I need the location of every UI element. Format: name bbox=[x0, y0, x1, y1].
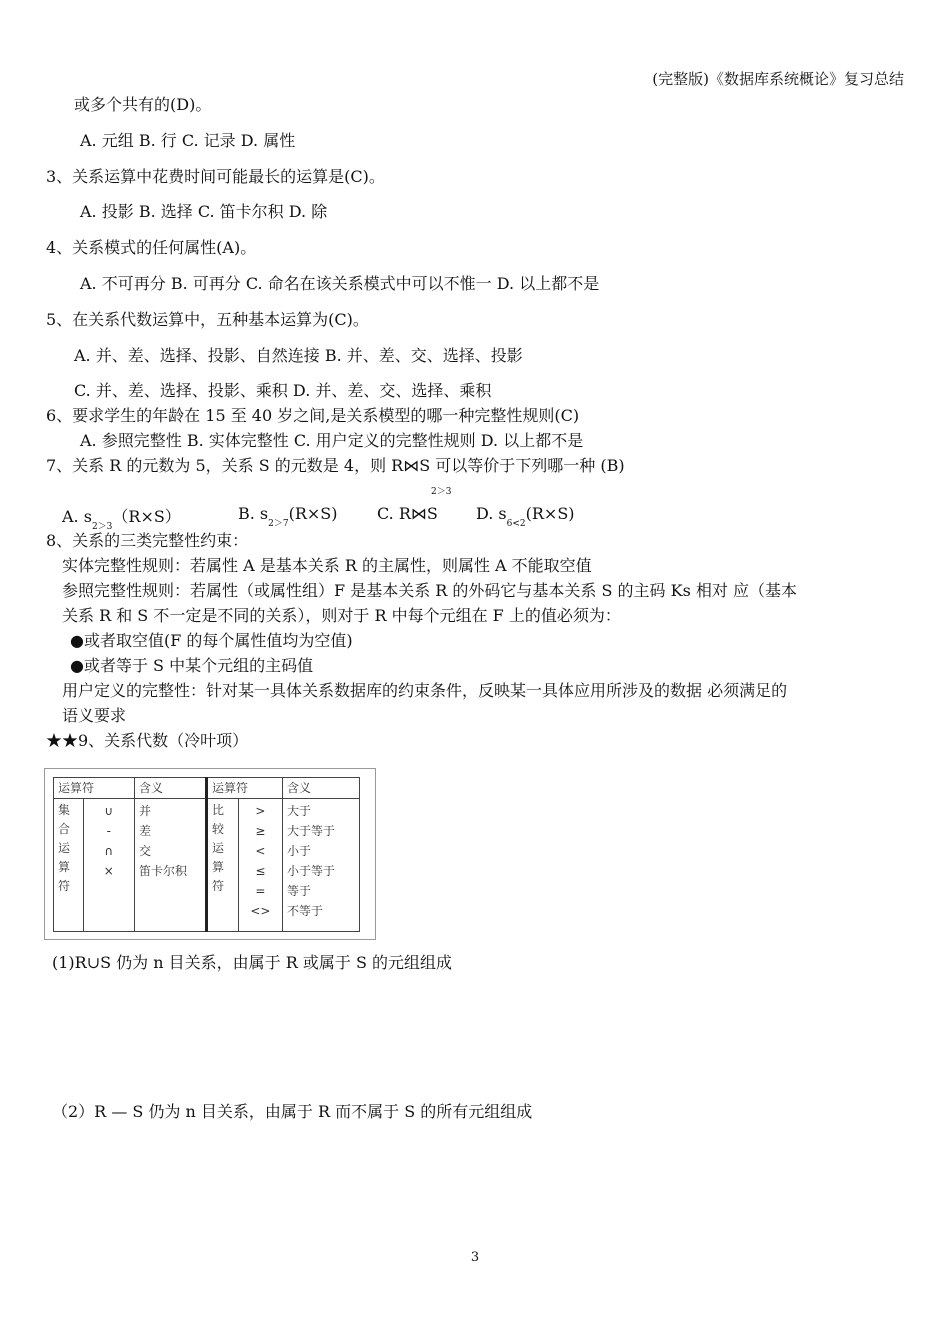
user-defined-integrity-2: 语义要求 bbox=[62, 706, 127, 725]
page-header: (完整版)《数据库系统概论》复习总结 bbox=[652, 70, 904, 88]
comparison-operator-meanings: 大于 大于等于 小于 小于等于 等于 不等于 bbox=[283, 799, 360, 932]
question-9: ★★9、关系代数（冷叶项） bbox=[46, 731, 249, 750]
comparison-operator-symbols: > ≥ < ≤ = <> bbox=[238, 799, 282, 932]
user-defined-integrity-1: 用户定义的完整性：针对某一具体关系数据库的约束条件，反映某一具体应用所涉及的数据 必须满足的 bbox=[62, 681, 788, 700]
options-line: A. 不可再分 B. 可再分 C. 命名在该关系模式中可以不惟一 D. 以上都不是 bbox=[80, 274, 600, 293]
referential-integrity-2: 关系 R 和 S 不一定是不同的关系），则对于 R 中每个元组在 F 上的值必须为： bbox=[62, 606, 621, 625]
table-header: 含义 bbox=[283, 778, 360, 799]
difference-definition: （2）R — S 仍为 n 目关系，由属于 R 而不属于 S 的所有元组组成 bbox=[52, 1102, 533, 1121]
set-operator-symbols: ∪ - ∩ × bbox=[83, 799, 134, 932]
option-b: B. $s_{2>7}(R\times S)$ bbox=[238, 504, 338, 529]
join-condition-note: 2＞3 bbox=[431, 487, 452, 497]
text-line: 或多个共有的(D)。 bbox=[74, 95, 212, 114]
question-5: 5、在关系代数运算中，五种基本运算为(C)。 bbox=[46, 310, 369, 329]
table-header: 运算符 bbox=[54, 778, 135, 799]
options-line: A. 投影 B. 选择 C. 笛卡尔积 D. 除 bbox=[80, 202, 328, 221]
options-line: A. 并、差、选择、投影、自然连接 B. 并、差、交、选择、投影 bbox=[74, 346, 523, 365]
entity-integrity: 实体完整性规则：若属性 A 是基本关系 R 的主属性，则属性 A 不能取空值 bbox=[62, 556, 592, 575]
option-c: C. R⋈S bbox=[377, 504, 438, 523]
bullet-item: ●或者取空值(F 的每个属性值均为空值) bbox=[70, 631, 353, 650]
table-header: 含义 bbox=[135, 778, 207, 799]
set-operators-label: 集合运算符 bbox=[54, 799, 84, 932]
page-number: 3 bbox=[470, 1250, 480, 1265]
question-7: 7、关系 R 的元数为 5，关系 S 的元数是 4，则 R⋈S 可以等价于下列哪一种 (B) bbox=[46, 456, 625, 475]
option-a: A. $s_{2>3}(R\times S)$ bbox=[62, 507, 181, 532]
options-line: A. 参照完整性 B. 实体完整性 C. 用户定义的完整性规则 D. 以上都不是 bbox=[80, 431, 584, 450]
operators-table-image bbox=[44, 768, 376, 940]
option-d: D. $s_{6<2}(R\times S)$ bbox=[476, 504, 575, 529]
operators-table bbox=[53, 777, 360, 932]
question-3: 3、关系运算中花费时间可能最长的运算是(C)。 bbox=[46, 167, 385, 186]
options-line: A. 元组 B. 行 C. 记录 D. 属性 bbox=[80, 131, 296, 150]
referential-integrity-1: 参照完整性规则：若属性（或属性组）F 是基本关系 R 的外码它与基本关系 S 的主码 Ks 相对 应（基本 bbox=[62, 581, 797, 600]
table-header: 运算符 bbox=[207, 778, 283, 799]
question-8: 8、关系的三类完整性约束： bbox=[46, 531, 249, 550]
options-line: C. 并、差、选择、投影、乘积 D. 并、差、交、选择、乘积 bbox=[74, 381, 492, 400]
set-operator-meanings: 并 差 交 笛卡尔积 bbox=[135, 799, 207, 932]
union-definition: (1)R∪S 仍为 n 目关系，由属于 R 或属于 S 的元组组成 bbox=[52, 953, 452, 972]
comparison-operators-label: 比较运算符 bbox=[207, 799, 239, 932]
bullet-item: ●或者等于 S 中某个元组的主码值 bbox=[70, 656, 314, 675]
question-6: 6、要求学生的年龄在 15 至 40 岁之间,是关系模型的哪一种完整性规则(C) bbox=[46, 406, 580, 425]
question-4: 4、关系模式的任何属性(A)。 bbox=[46, 238, 257, 257]
